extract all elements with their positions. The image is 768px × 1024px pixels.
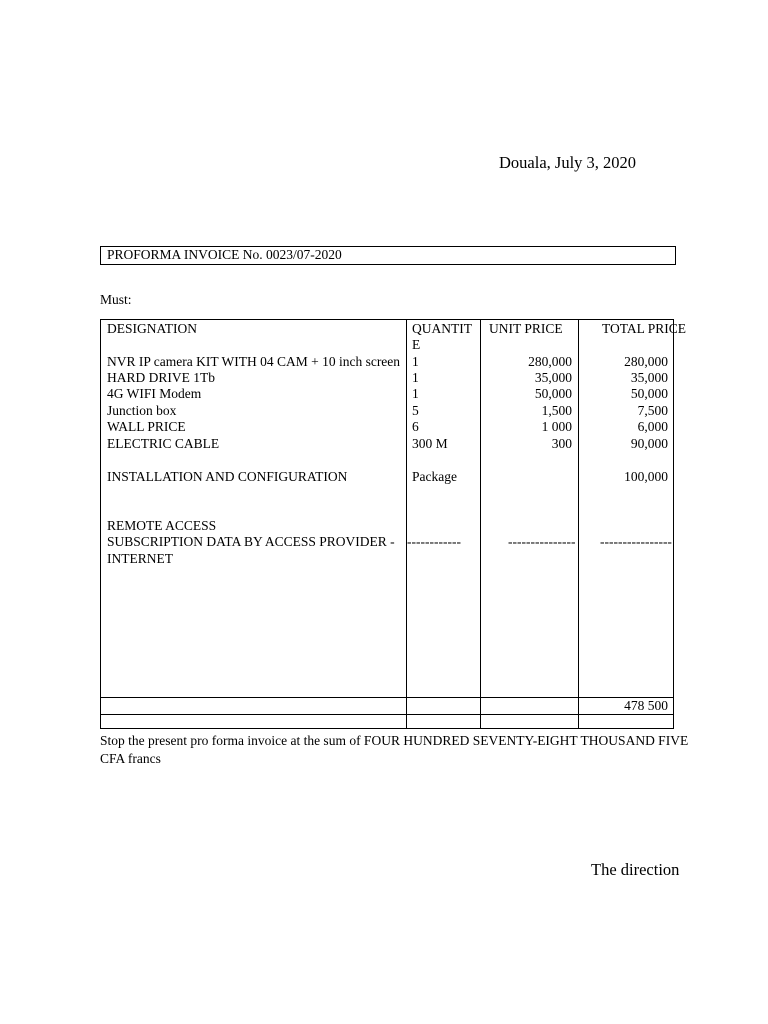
header-designation: DESIGNATION (107, 321, 197, 336)
invoice-title: PROFORMA INVOICE No. 0023/07-2020 (107, 247, 342, 262)
row-designation: 4G WIFI Modem (107, 386, 202, 401)
signature: The direction (591, 860, 680, 879)
header-total-price: TOTAL PRICE (602, 321, 687, 336)
grand-total: 478 500 (624, 698, 668, 713)
invoice-date: Douala, July 3, 2020 (499, 153, 637, 172)
row-designation: ELECTRIC CABLE (107, 436, 220, 451)
row-quantity: 1 (412, 386, 419, 401)
internet-label: INTERNET (107, 551, 173, 566)
row-total-price: 90,000 (630, 436, 668, 451)
row-designation: NVR IP camera KIT WITH 04 CAM + 10 inch screen (107, 354, 401, 369)
subscription-label: SUBSCRIPTION DATA BY ACCESS PROVIDER - (107, 534, 395, 549)
row-designation: Junction box (107, 403, 177, 418)
row-quantity: 6 (412, 419, 419, 434)
row-unit-price: 280,000 (528, 354, 572, 369)
row-quantity: 1 (412, 370, 419, 385)
row-quantity: 300 M (412, 436, 448, 451)
remote-access-label: REMOTE ACCESS (107, 518, 217, 533)
column-divider (578, 320, 579, 728)
row-total-price: 100,000 (624, 469, 668, 484)
row-unit-price: 35,000 (534, 370, 572, 385)
column-divider (406, 320, 407, 728)
invoice-title-box (100, 246, 676, 265)
row-total-price: 35,000 (630, 370, 668, 385)
row-total-price: 280,000 (624, 354, 668, 369)
row-divider (101, 697, 673, 698)
row-total-price: 50,000 (630, 386, 668, 401)
row-designation: HARD DRIVE 1Tb (107, 370, 215, 385)
row-quantity: Package (412, 469, 457, 484)
row-unit-price: 1,500 (541, 403, 572, 418)
row-quantity: 5 (412, 403, 419, 418)
amount-in-words: Stop the present pro forma invoice at the sum of FOUR HUNDRED SEVENTY-EIGHT THOUSAND FIVE CFA francs (100, 733, 689, 766)
column-divider (480, 320, 481, 728)
row-designation: WALL PRICE (107, 419, 186, 434)
row-divider (101, 714, 673, 715)
must-label: Must: (100, 292, 132, 307)
row-total-price: 7,500 (637, 403, 668, 418)
invoice-table (100, 319, 687, 729)
header-unit-price: UNIT PRICE (489, 321, 563, 336)
header-quantity-wrap: E (412, 337, 421, 352)
row-designation: INSTALLATION AND CONFIGURATION (107, 469, 348, 484)
unit-price-dashes: --------------- (508, 534, 576, 549)
header-quantity: QUANTIT (412, 321, 472, 336)
row-unit-price: 50,000 (534, 386, 572, 401)
row-quantity: 1 (412, 354, 419, 369)
row-unit-price: 1 000 (541, 419, 572, 434)
row-total-price: 6,000 (637, 419, 668, 434)
row-unit-price: 300 (551, 436, 572, 451)
total-price-dashes: ---------------- (600, 534, 672, 549)
quantity-dashes: ------------ (407, 534, 461, 549)
